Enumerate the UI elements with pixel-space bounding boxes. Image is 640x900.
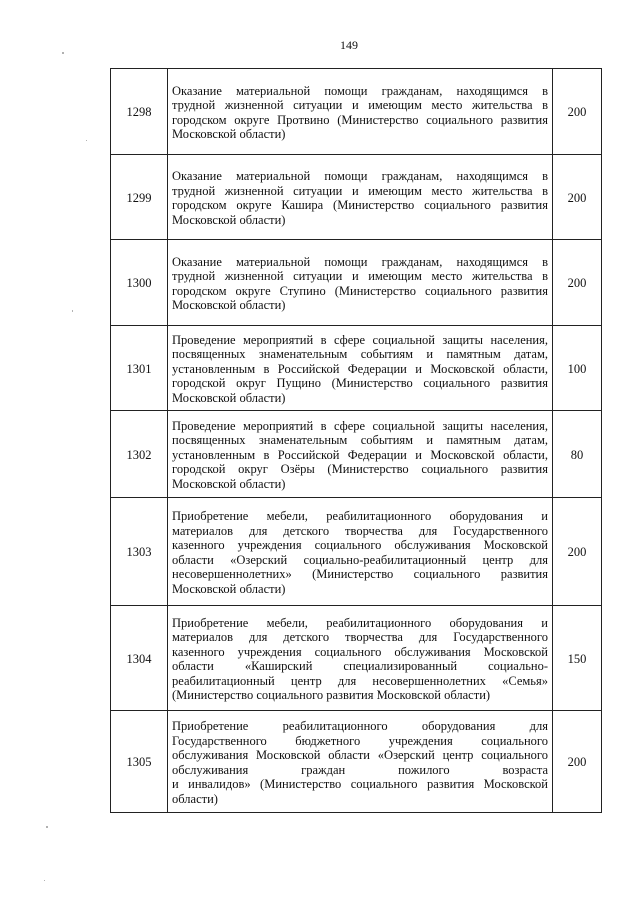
description-line: трудной жизненной ситуации и имеющим место жительства в — [172, 183, 548, 198]
description-line: Приобретение мебели, реабилитационного оборудования и — [172, 509, 548, 523]
table-body — [111, 69, 602, 813]
row-description — [168, 326, 553, 411]
scan-speck — [46, 826, 48, 828]
row-description — [168, 606, 553, 711]
description-line: Московской области) — [172, 390, 286, 405]
description-line: и инвалидов» (Министерство социального развития Московской — [172, 777, 548, 791]
scan-speck — [62, 52, 64, 54]
row-amount: 200 — [553, 711, 602, 813]
description-line: Оказание материальной помощи гражданам, находящимся в — [172, 83, 548, 98]
row-number: 1305 — [111, 711, 168, 813]
description-line: реабилитационный центр для несовершеннолетних «Семья» — [172, 673, 548, 688]
description-line: Оказание материальной помощи гражданам, находящимся в — [172, 254, 548, 269]
scan-speck — [72, 310, 73, 312]
description-line: посвященных знаменательным событиям и памятным датам, — [172, 433, 548, 448]
row-number: 1300 — [111, 240, 168, 326]
description-line: трудной жизненной ситуации и имеющим место жительства в — [172, 269, 548, 283]
description-line: области) — [172, 791, 218, 806]
row-description — [168, 711, 553, 813]
row-amount: 200 — [553, 69, 602, 155]
row-number: 1304 — [111, 606, 168, 711]
description-line: материалов для детского творчества для Государственного — [172, 630, 548, 644]
description-line: установленным в Российской Федерации и Московской области, — [172, 447, 548, 462]
description-line: Московской области) — [172, 476, 286, 491]
description-line: городском округе Ступино (Министерство социального развития — [172, 283, 548, 298]
description-line: Приобретение реабилитационного оборудования для — [172, 719, 548, 733]
row-amount: 80 — [553, 411, 602, 498]
description-line: области «Озерский социально-реабилитационный центр для — [172, 552, 548, 567]
row-description — [168, 155, 553, 240]
row-number: 1303 — [111, 498, 168, 606]
description-line: обслуживания Московской области «Озерский центр социального — [172, 748, 548, 762]
description-line: городской округ Пущино (Министерство социального развития — [172, 376, 548, 391]
table-row — [111, 606, 602, 711]
description-line: Государственного бюджетного учреждения социального — [172, 733, 548, 748]
description-line: Проведение мероприятий в сфере социальной защиты населения, — [172, 418, 548, 433]
scan-speck — [44, 880, 45, 881]
row-description — [168, 498, 553, 606]
description-line: Московской области) — [172, 298, 286, 312]
row-description — [168, 69, 553, 155]
table-row — [111, 711, 602, 813]
row-description — [168, 411, 553, 498]
description-line: казенного учреждения социального обслуживания Московской — [172, 644, 548, 659]
scan-speck — [86, 140, 87, 141]
row-amount: 200 — [553, 155, 602, 240]
table-row — [111, 411, 602, 498]
row-number: 1298 — [111, 69, 168, 155]
description-line: Оказание материальной помощи гражданам, находящимся в — [172, 169, 548, 183]
description-line: городском округе Протвино (Министерство социального развития — [172, 112, 548, 127]
table-row — [111, 155, 602, 240]
table-row — [111, 69, 602, 155]
description-line: материалов для детского творчества для Государственного — [172, 523, 548, 538]
table-row — [111, 326, 602, 411]
row-amount: 200 — [553, 498, 602, 606]
row-description — [168, 240, 553, 326]
description-line: Московской области) — [172, 212, 286, 227]
description-line: Московской области) — [172, 127, 286, 141]
page-number: 149 — [340, 38, 358, 52]
table-row — [111, 240, 602, 326]
row-amount: 200 — [553, 240, 602, 326]
row-number: 1299 — [111, 155, 168, 240]
row-number: 1302 — [111, 411, 168, 498]
funding-table — [110, 68, 602, 813]
description-line: обслуживания граждан пожилого возраста — [172, 762, 548, 777]
row-amount: 150 — [553, 606, 602, 711]
table-row — [111, 498, 602, 606]
description-line: Приобретение мебели, реабилитационного оборудования и — [172, 615, 548, 630]
description-line: (Министерство социального развития Московской области) — [172, 688, 491, 702]
description-line: несовершеннолетних» (Министерство социального развития — [172, 567, 548, 581]
row-number: 1301 — [111, 326, 168, 411]
row-amount: 100 — [553, 326, 602, 411]
description-line: городском округе Кашира (Министерство социального развития — [172, 198, 548, 212]
description-line: посвященных знаменательным событиям и памятным датам, — [172, 347, 548, 362]
description-line: казенного учреждения социального обслуживания Московской — [172, 538, 548, 552]
description-line: установленным в Российской Федерации и Московской области, — [172, 361, 548, 376]
description-line: Проведение мероприятий в сфере социальной защиты населения, — [172, 332, 548, 347]
description-line: Московской области) — [172, 581, 286, 596]
description-line: городской округ Озёры (Министерство социального развития — [172, 462, 548, 477]
description-line: трудной жизненной ситуации и имеющим место жительства в — [172, 98, 548, 112]
description-line: области «Каширский специализированный социально- — [172, 659, 548, 673]
